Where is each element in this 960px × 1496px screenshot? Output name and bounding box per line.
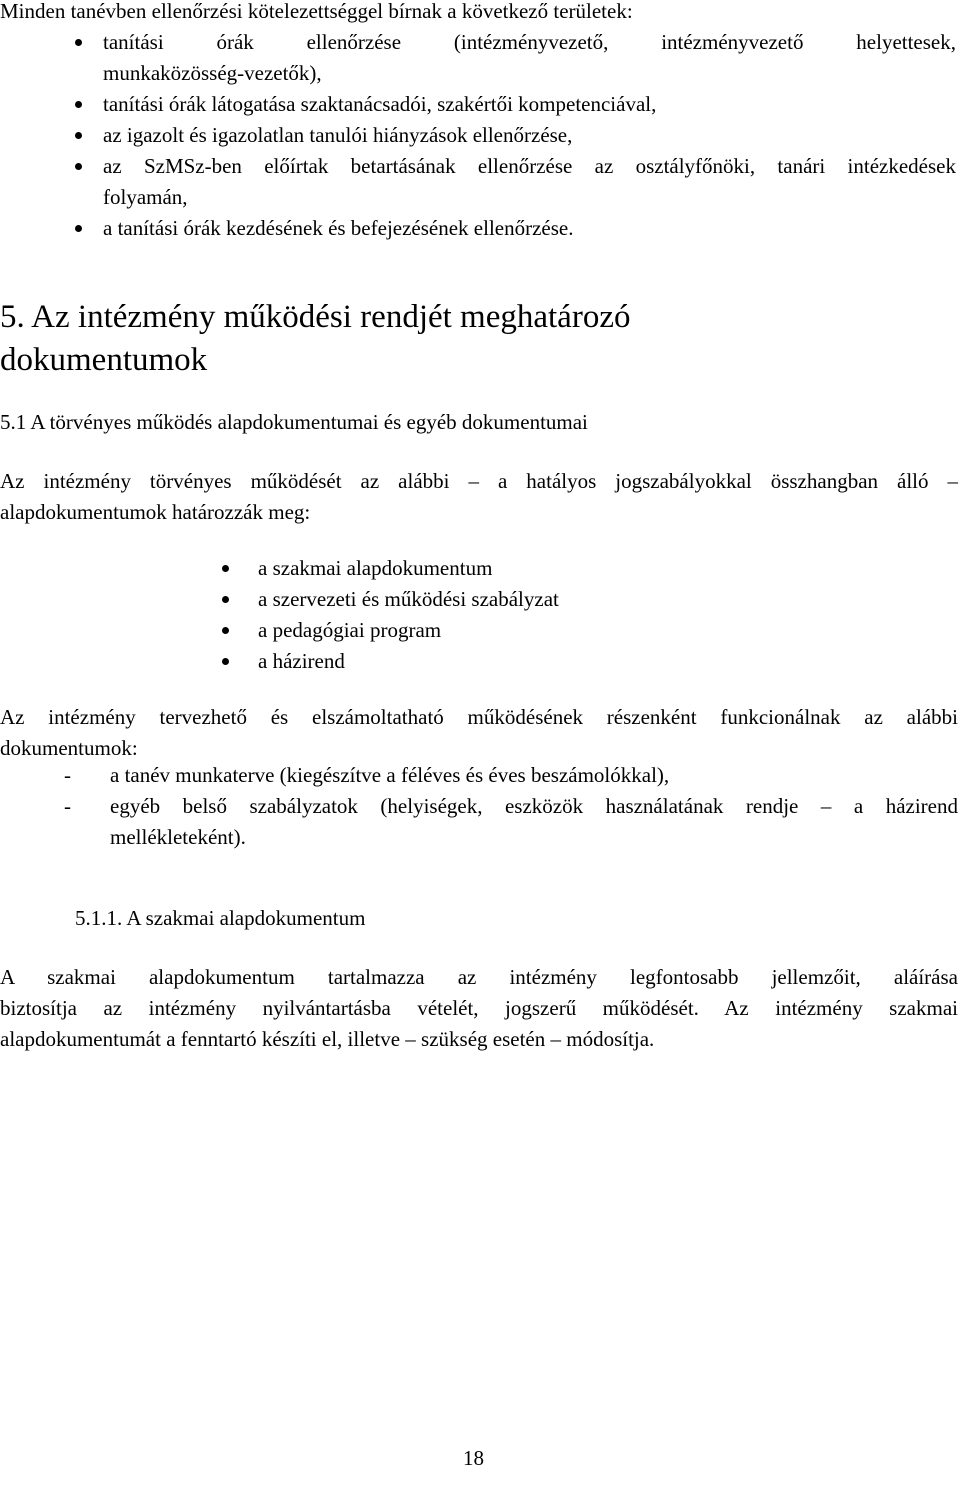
list-item [0,646,700,677]
list-item-line: az SzMSz-ben előírtak betartásának ellenőrzése az osztályfőnöki, tanári intézkedések [103,154,956,178]
paragraph [0,962,958,1055]
paragraph-line: dokumentumok: [0,736,138,760]
bullet-icon [222,627,229,634]
paragraph [0,466,958,528]
bullet-icon [75,39,82,46]
bullet-icon [75,225,82,232]
list-item-line: mellékleteként). [110,825,246,849]
bullet-icon [75,132,82,139]
list-item-line: az igazolt és igazolatlan tanulói hiányzások ellenőrzése, [103,123,573,147]
list-item-label: a szakmai alapdokumentum [258,556,493,580]
list-item-label: a házirend [258,649,345,673]
list-item-label: a szervezeti és működési szabályzat [258,587,559,611]
list-item [0,615,700,646]
sub-subsection-heading: 5.1.1. A szakmai alapdokumentum [75,906,366,930]
paragraph-line: A szakmai alapdokumentum tartalmazza az intézmény legfontosabb jellemzőit, aláírása [0,965,958,989]
bullet-icon [75,101,82,108]
dash-marker: - [64,763,71,787]
subsection-heading: 5.1 A törvényes működés alapdokumentumai és egyéb dokumentumai [0,410,588,434]
paragraph-line: biztosítja az intézmény nyilvántartásba vételét, jogszerű működését. Az intézmény szakmai [0,996,958,1020]
list-item [0,791,960,853]
list-item-line: a tanítási órák kezdésének és befejezésének ellenőrzése. [103,216,574,240]
list-item-line: tanítási órák ellenőrzése (intézményvezető, intézményvezető helyettesek, [103,30,956,54]
section-heading: 5. Az intézmény működési rendjét meghatározó dokumentumok [0,299,631,378]
list-item-line: tanítási órák látogatása szaktanácsadói, szakértői kompetenciával, [103,92,657,116]
page-number: 18 [463,1446,484,1470]
paragraph-line: Az intézmény tervezhető és elszámoltatható működésének részenként funkcionálnak az alábbi [0,705,958,729]
bullet-icon [222,565,229,572]
list-item-line: a tanév munkaterve (kiegészítve a féléves és éves beszámolókkal), [110,763,670,787]
list-item [0,584,700,615]
list-item [0,553,700,584]
list-item-line: egyéb belső szabályzatok (helyiségek, eszközök használatának rendje – a házirend [110,794,958,818]
paragraph-line: Az intézmény törvényes működését az alábbi – a hatályos jogszabályokkal összhangban álló – [0,469,958,493]
list-item-label: a pedagógiai program [258,618,442,642]
bullet-icon [222,658,229,665]
bullet-icon [222,596,229,603]
paragraph-line: alapdokumentumok határozzák meg: [0,500,311,524]
list-item-line: munkaközösség-vezetők), [103,61,322,85]
list-item [0,151,960,213]
base-docs-list [0,553,700,677]
list-item-line: folyamán, [103,185,188,209]
list-item [0,27,960,89]
control-list [0,27,960,244]
list-item [0,760,960,791]
list-item [0,120,960,151]
list-item [0,89,960,120]
paragraph-line: alapdokumentumát a fenntartó készíti el, illetve – szükség esetén – módosítja. [0,1027,655,1051]
bullet-icon [75,163,82,170]
intro-line: Minden tanévben ellenőrzési kötelezettséggel bírnak a következő területek: [0,0,633,23]
other-docs-list [0,760,960,853]
paragraph [0,702,958,764]
dash-marker: - [64,794,71,818]
list-item [0,213,960,244]
